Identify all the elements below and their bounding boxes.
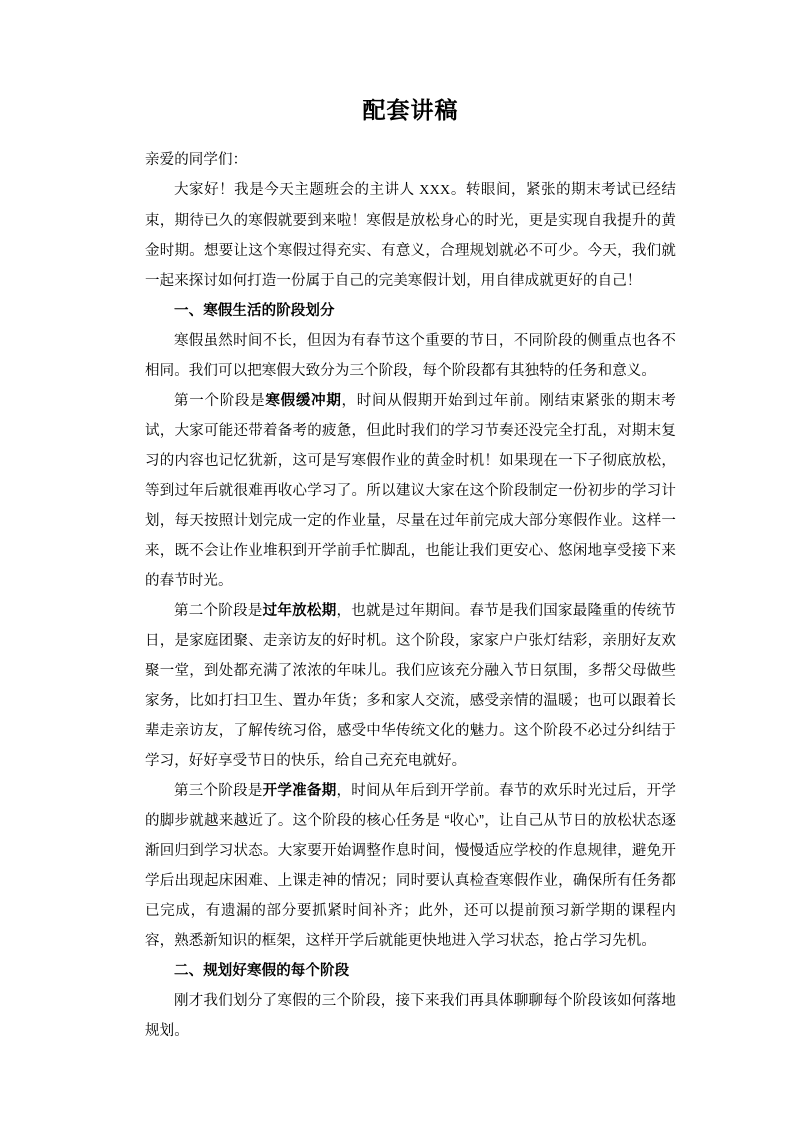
paragraph-stage-three bbox=[145, 776, 676, 956]
text-run: 刚才我们划分了寒假的三个阶段，接下来我们再具体聊聊每个阶段该如何落地规划。 bbox=[145, 993, 676, 1039]
paragraph-stage-intro bbox=[145, 326, 676, 386]
emphasised-term: 过年放松期 bbox=[262, 603, 337, 619]
paragraph-planning-intro bbox=[145, 986, 676, 1046]
page-title: 配套讲稿 bbox=[362, 98, 459, 123]
emphasised-term: 二、规划好寒假的每个阶段 bbox=[174, 963, 350, 979]
text-run: 第三个阶段是 bbox=[174, 783, 263, 799]
text-run: 。转眼间，紧张的期末考试已经结束，期待已久的寒假就要到来啦！寒假是放松身心的时光，更是实现自我提升的黄金时期。想要让这个寒假过得充实、有意义，合理规划就必不可少。今天，我们就一起来探讨如何打造一份属于自己的完美寒假计划，用自律成就更好的自己！ bbox=[145, 182, 676, 289]
emphasised-term: 开学准备期 bbox=[262, 783, 337, 799]
text-run: ，也就是过年期间。春节是我们国家最隆重的传统节日，是家庭团聚、走亲访友的好时机。这个阶段，家家户户张灯结彩，亲朋好友欢聚一堂，到处都充满了浓浓的年味儿。我们应该充分融入节日氛围，多帮父母做些家务，比如打扫卫生、置办年货；多和家人交流，感受亲情的温暖；也可以跟着长辈走亲访友，了解传统习俗，感受中华传统文化的魅力。这个阶段不必过分纠结于学习，好好享受节日的快乐，给自己充充电就好。 bbox=[145, 603, 677, 769]
emphasised-term: 寒假缓冲期 bbox=[265, 393, 342, 409]
salutation-line: 亲爱的同学们： bbox=[145, 152, 248, 168]
speaker-name-placeholder: XXX bbox=[419, 183, 451, 198]
text-run: 第二个阶段是 bbox=[174, 603, 263, 619]
text-run: ，时间从假期开始到过年前。刚结束紧张的期末考试，大家可能还带着备考的疲惫，但此时我们的学习节奏还没完全打乱，对期末复习的内容也记忆犹新，这可是写寒假作业的黄金时机！如果现在一下子彻底放松，等到过年后就很难再收心学习了。所以建议大家在这个阶段制定一份初步的学习计划，每天按照计划完成一定的作业量，尽量在过年前完成大部分寒假作业。这样一来，既不会让作业堆积到开学前手忙脚乱，也能让我们更安心、悠闲地享受接下来的春节时光。 bbox=[145, 393, 676, 589]
section-heading-2 bbox=[145, 956, 676, 986]
paragraph-stage-one bbox=[145, 386, 676, 596]
emphasised-term: 一、寒假生活的阶段划分 bbox=[174, 303, 335, 319]
text-run: 第一个阶段是 bbox=[174, 393, 266, 409]
text-run: 大家好！我是今天主题班会的主讲人 bbox=[174, 182, 420, 198]
document-body bbox=[145, 175, 676, 1046]
section-heading-1 bbox=[145, 296, 676, 326]
paragraph-stage-two bbox=[145, 596, 676, 776]
page-text-column bbox=[145, 0, 676, 1046]
paragraph-opening bbox=[145, 175, 676, 296]
text-run: 寒假虽然时间不长，但因为有春节这个重要的节日，不同阶段的侧重点也各不相同。我们可以把寒假大致分为三个阶段，每个阶段都有其独特的任务和意义。 bbox=[145, 333, 676, 379]
text-run: ，时间从年后到开学前。春节的欢乐时光过后，开学的脚步就越来越近了。这个阶段的核心任务是 “收心”，让自己从节日的放松状态逐渐回归到学习状态。大家要开始调整作息时间，慢慢适应学校的作息规律，避免开学后出现起床困难、上课走神的情况；同时要认真检查寒假作业，确保所有任务都已完成，有遗漏的部分要抓紧时间补齐；此外，还可以提前预习新学期的课程内容，熟悉新知识的框架，这样开学后就能更快地进入学习状态，抢占学习先机。 bbox=[145, 783, 677, 949]
